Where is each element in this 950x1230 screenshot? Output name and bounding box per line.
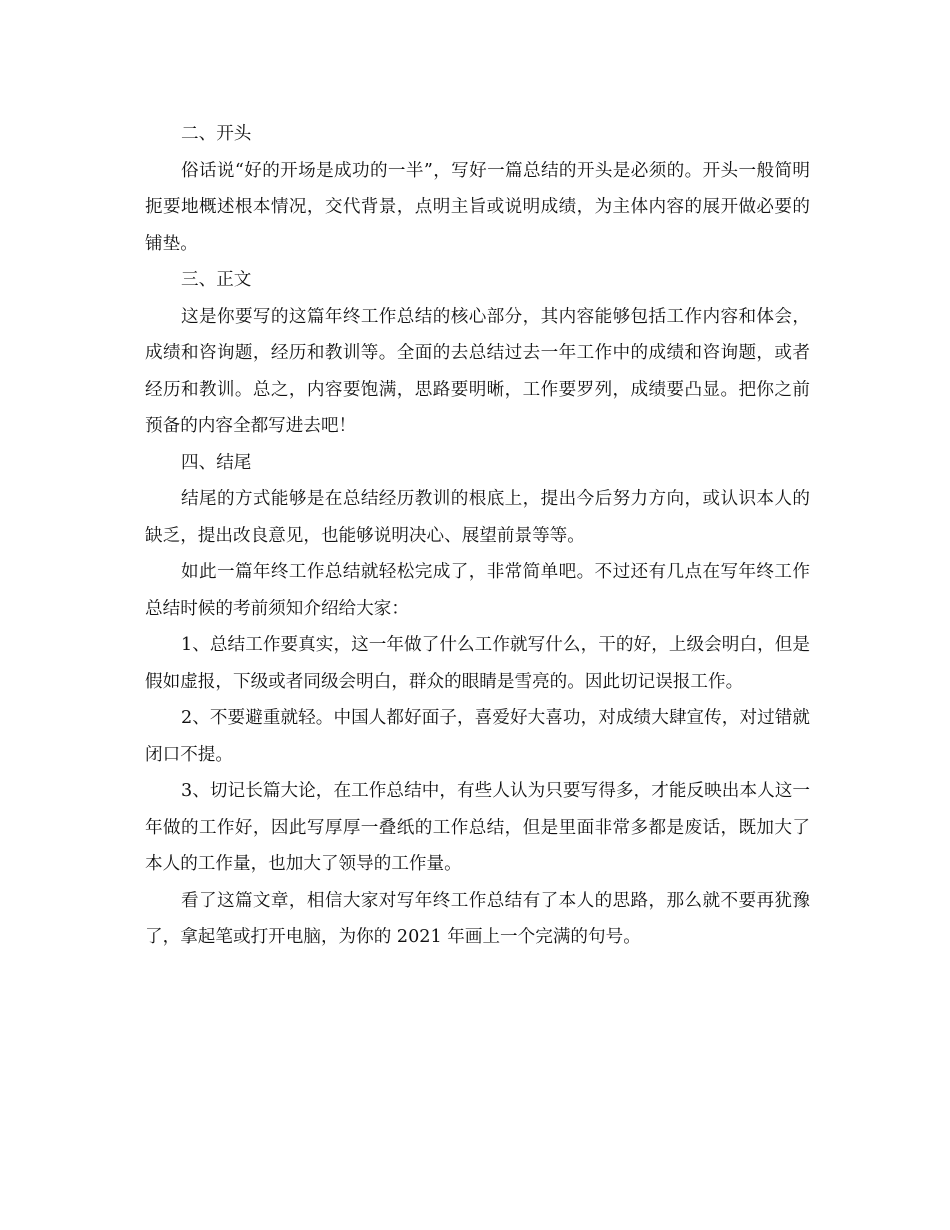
paragraph-body: 这是你要写的这篇年终工作总结的核心部分，其内容能够包括工作内容和体会，成绩和咨询题，经历和教训等。全面的去总结过去一年工作中的成绩和咨询题，或者经历和教训。总之，内容要饱满，思路要明晰，工作要罗列，成绩要凸显。把你之前预备的内容全都写进去吧！ [145,306,810,436]
paragraph-conclusion: 看了这篇文章，相信大家对写年终工作总结有了本人的思路，那么就不要再犹豫了，拿起笔或打开电脑，为你的 2021 年画上一个完满的句号。 [145,890,810,947]
paragraph-tip-1: 1、总结工作要真实，这一年做了什么工作就写什么，干的好，上级会明白，但是假如虚报，下级或者同级会明白，群众的眼睛是雪亮的。因此切记误报工作。 [145,635,810,692]
paragraph-tip-2: 2、不要避重就轻。中国人都好面子，喜爱好大喜功，对成绩大肆宣传，对过错就闭口不提。 [145,708,810,765]
paragraph-tip-3: 3、切记长篇大论，在工作总结中，有些人认为只要写得多，才能反映出本人这一年做的工作好，因此写厚厚一叠纸的工作总结，但是里面非常多都是废话，既加大了本人的工作量，也加大了领导的工作量。 [145,781,810,874]
paragraph-ending: 结尾的方式能够是在总结经历教训的根底上，提出今后努力方向，或认识本人的缺乏，提出改良意见，也能够说明决心、展望前景等等。 [145,489,810,546]
section-heading-ending: 四、结尾 [181,452,252,473]
paragraph-opening: 俗话说“好的开场是成功的一半”，写好一篇总结的开头是必须的。开头一般简明扼要地概述根本情况，交代背景，点明主旨或说明成绩，为主体内容的展开做必要的铺垫。 [145,160,810,254]
paragraph-tips-intro: 如此一篇年终工作总结就轻松完成了，非常简单吧。不过还有几点在写年终工作总结时候的考前须知介绍给大家： [145,562,810,619]
section-heading-body: 三、正文 [181,270,252,290]
document-body [145,116,810,956]
section-heading-opening: 二、开头 [181,124,252,144]
